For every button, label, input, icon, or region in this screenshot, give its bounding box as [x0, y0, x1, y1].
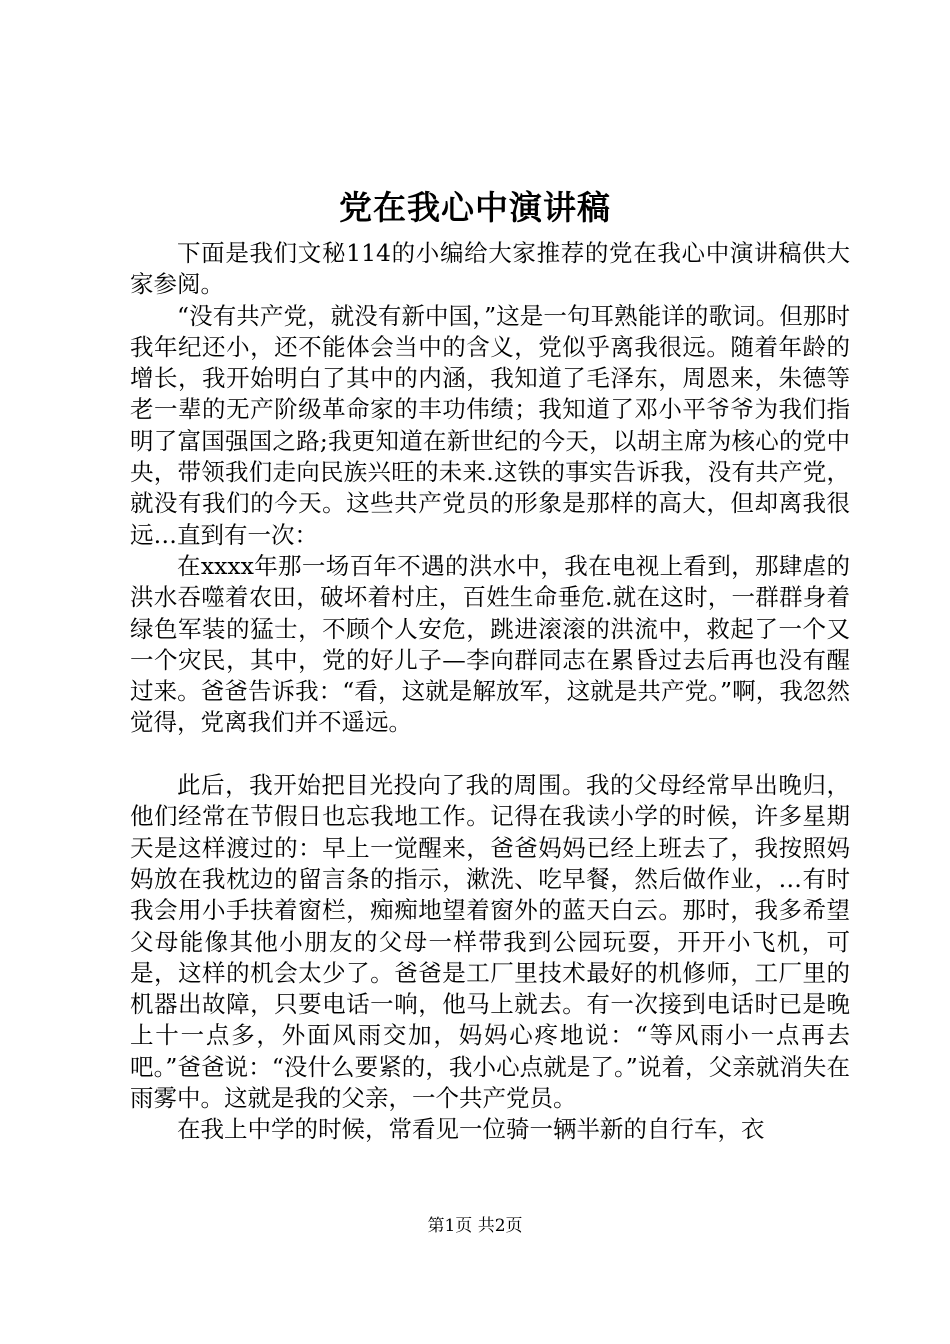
paragraph-song: “没有共产党，就没有新中国，”这是一句耳熟能详的歌词。但那时我年纪还小，还不能体会当中的含义，党似乎离我很远。随着年龄的增长，我开始明白了其中的内涵，我知道了毛泽东，周恩来，朱德等老一辈的无产阶级革命家的丰功伟绩；我知道了邓小平爷爷为我们指明了富国强国之路;我更知道在新世纪的今天，以胡主席为核心的党中央，带领我们走向民族兴旺的未来.这铁的事实告诉我，没有共产党，就没有我们的今天。这些共产党员的形象是那样的高大，但却离我很远…直到有一次： [130, 301, 850, 549]
paragraph-flood: 在xxxx年那一场百年不遇的洪水中，我在电视上看到，那肆虐的洪水吞噬着农田，破坏着村庄，百姓生命垂危.就在这时，一群群身着绿色军装的猛士，不顾个人安危，跳进滚滚的洪流中，救起了一个又一个灾民，其中，党的好儿子—李向群同志在累昏过去后再也没有醒过来。爸爸告诉我：“看，这就是解放军，这就是共产党。”啊，我忽然觉得，党离我们并不遥远。 [130, 551, 850, 737]
document-title: 党在我心中演讲稿 [339, 188, 611, 227]
paragraph-parents: 此后，我开始把目光投向了我的周围。我的父母经常早出晚归，他们经常在节假日也忘我地工作。记得在我读小学的时候，许多星期天是这样渡过的：早上一觉醒来，爸爸妈妈已经上班去了，我按照妈妈放在我枕边的留言条的指示，漱洗、吃早餐，然后做作业，…有时我会用小手扶着窗栏，痴痴地望着窗外的蓝天白云。那时，我多希望父母能像其他小朋友的父母一样带我到公园玩耍，开开小飞机，可是，这样的机会太少了。爸爸是工厂里技术最好的机修师，工厂里的机器出故障，只要电话一响，他马上就去。有一次接到电话时已是晚上十一点多，外面风雨交加，妈妈心疼地说：“等风雨小一点再去吧。”爸爸说：“没什么要紧的，我小心点就是了。”说着，父亲就消失在雨雾中。这就是我的父亲，一个共产党员。 [130, 771, 850, 1113]
paragraph-spacer [130, 739, 850, 770]
paragraph-intro: 下面是我们文秘114的小编给大家推荐的党在我心中演讲稿供大家参阅。 [130, 239, 850, 299]
document-body [130, 238, 850, 1146]
paragraph-middle-school: 在我上中学的时候，常看见一位骑一辆半新的自行车，衣 [177, 1115, 765, 1144]
page-footer: 第1页 共2页 [427, 1216, 523, 1236]
